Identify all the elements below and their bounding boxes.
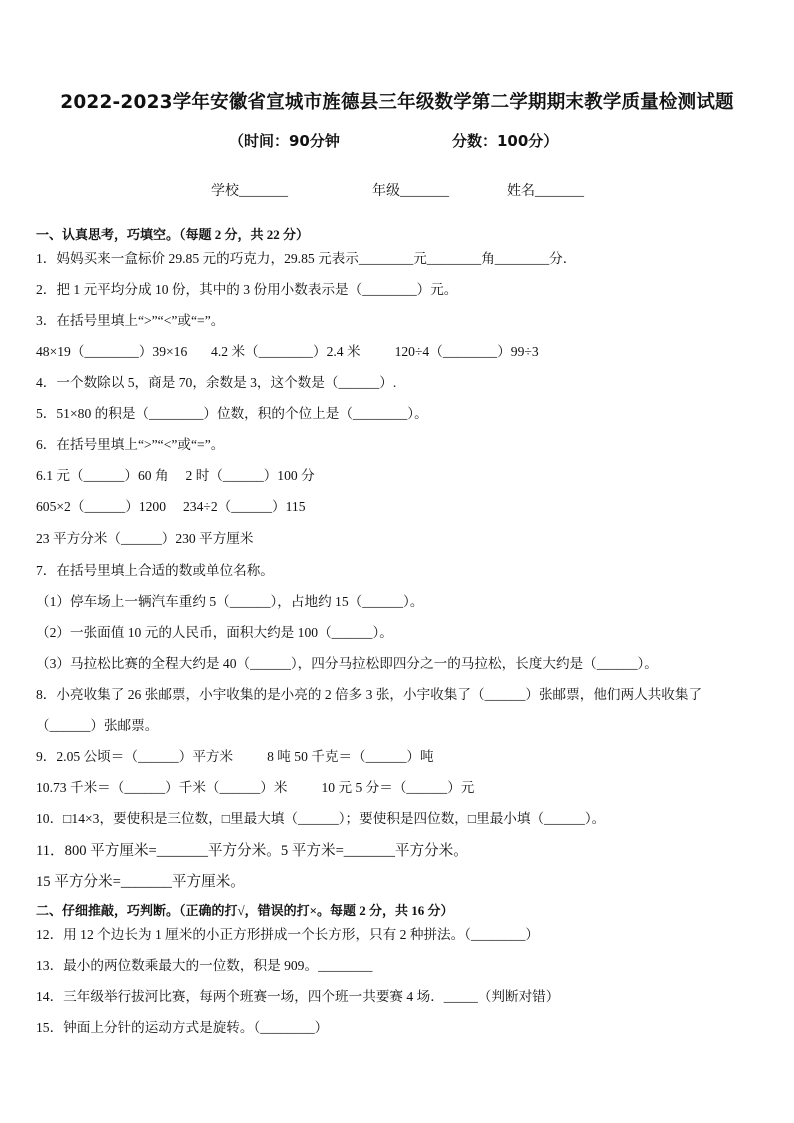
question-line: 10.73 千米＝（______）千米（______）米 10 元 5 分＝（______）元 [36, 780, 475, 795]
question-line: 11．800 平方厘米=_______平方分米。5 平方米=_______平方分米。 [36, 843, 468, 859]
question-line: 605×2（______）1200 234÷2（______）115 [36, 499, 306, 514]
exam-time: （时间：90分钟 [229, 132, 340, 150]
section-heading-judgement: 二、仔细推敲，巧判断。（正确的打√，错误的打×。每题 2 分，共 16 分） [36, 903, 454, 918]
grade-field: 年级_______ [372, 184, 449, 199]
question-line: 1．妈妈买来一盒标价 29.85 元的巧克力，29.85 元表示________元________角________分． [36, 251, 577, 266]
question-line: 15．钟面上分针的运动方式是旋转。（________） [36, 1020, 329, 1035]
question-line: 12．用 12 个边长为 1 厘米的小正方形拼成一个长方形，只有 2 种拼法。（________） [36, 927, 539, 942]
question-line: 3．在括号里填上“>”“<”或“=”。 [36, 313, 225, 328]
question-line: 5．51×80 的积是（________）位数，积的个位上是（________）。 [36, 406, 428, 421]
section-heading-fill-blank: 一、认真思考，巧填空。（每题 2 分，共 22 分） [36, 227, 310, 242]
question-line: （______）张邮票。 [36, 718, 159, 733]
question-line: 4．一个数除以 5，商是 70，余数是 3，这个数是（______）. [36, 375, 397, 390]
question-line: （2）一张面值 10 元的人民币，面积大约是 100（______）。 [36, 625, 393, 640]
name-field: 姓名_______ [507, 184, 584, 199]
question-line: （3）马拉松比赛的全程大约是 40（______），四分马拉松即四分之一的马拉松，长度大约是（______）。 [36, 656, 658, 671]
question-line: 15 平方分米=_______平方厘米。 [36, 874, 245, 890]
school-field: 学校_______ [211, 184, 288, 199]
page-title: 2022-2023学年安徽省宣城市旌德县三年级数学第二学期期末教学质量检测试题 [60, 92, 734, 113]
exam-score: 分数：100分） [452, 132, 559, 150]
question-line: 6.1 元（______）60 角 2 时（______）100 分 [36, 468, 315, 483]
question-line: 6．在括号里填上“>”“<”或“=”。 [36, 437, 225, 452]
question-line: 9．2.05 公顷＝（______）平方米 8 吨 50 千克＝（______）吨 [36, 749, 434, 764]
question-line: 10．□14×3，要使积是三位数，□里最大填（______）；要使积是四位数，□里最小填（______）。 [36, 811, 606, 826]
question-line: 7．在括号里填上合适的数或单位名称。 [36, 563, 274, 578]
question-line: 14．三年级举行拔河比赛，每两个班赛一场，四个班一共要赛 4 场．_____（判断对错） [36, 989, 560, 1004]
question-line: 8．小亮收集了 26 张邮票，小宇收集的是小亮的 2 倍多 3 张，小宇收集了（______）张邮票，他们两人共收集了 [36, 687, 703, 702]
question-line: 13．最小的两位数乘最大的一位数，积是 909。________ [36, 958, 373, 973]
question-line: 23 平方分米（______）230 平方厘米 [36, 531, 254, 546]
question-line: 2．把 1 元平均分成 10 份，其中的 3 份用小数表示是（________）元。 [36, 282, 458, 297]
question-line: 48×19（________）39×16 4.2 米（________）2.4 米 120÷4（________）99÷3 [36, 344, 539, 359]
question-line: （1）停车场上一辆汽车重约 5（______），占地约 15（______）。 [36, 594, 424, 609]
